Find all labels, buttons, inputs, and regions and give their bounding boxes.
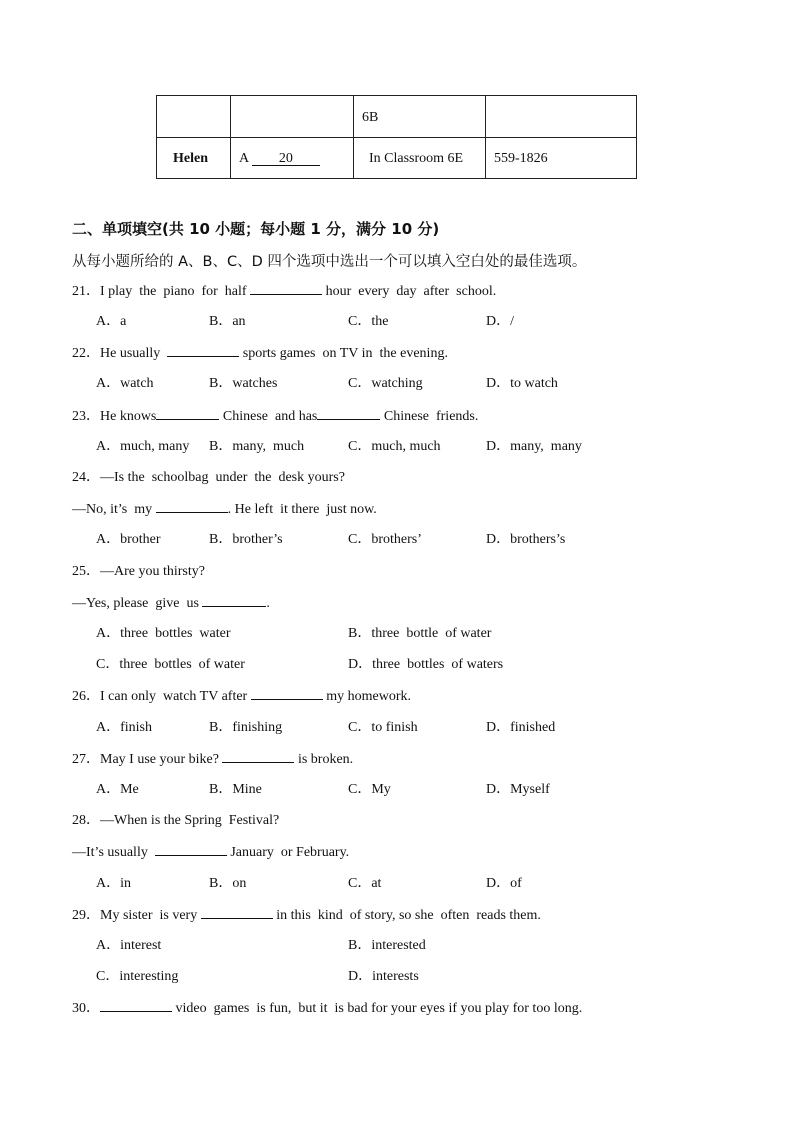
option-a[interactable]: A．brother <box>96 532 161 547</box>
filled-answer: 20 <box>278 151 293 166</box>
question-text: —It’s usually <box>72 845 155 860</box>
answer-blank <box>167 344 239 357</box>
option-b[interactable]: B．watches <box>209 376 278 391</box>
answer-blank <box>222 750 294 763</box>
table-col-divider <box>230 96 231 178</box>
table-col-divider <box>353 96 354 178</box>
option-c[interactable]: C．the <box>348 314 389 329</box>
option-a[interactable]: A．finish <box>96 720 152 735</box>
answer-blank <box>201 906 273 919</box>
option-b[interactable]: B．brother’s <box>209 532 283 547</box>
answer-blank <box>251 687 323 700</box>
question-text: January or February. <box>226 845 350 860</box>
question-number: 24． <box>72 470 100 485</box>
question-number: 27． <box>72 752 100 767</box>
option-a[interactable]: A．watch <box>96 376 154 391</box>
option-b[interactable]: B．finishing <box>209 720 283 735</box>
question-number: 29． <box>72 908 100 923</box>
option-b[interactable]: B．three bottle of water <box>348 626 492 641</box>
question-text: Chinese friends. <box>380 409 479 424</box>
table-cell-name: Helen <box>173 151 208 166</box>
question-24 <box>72 469 345 487</box>
question-text: —When is the Spring Festival? <box>100 813 280 828</box>
question-number: 25． <box>72 564 100 579</box>
question-number: 30． <box>72 1001 100 1016</box>
option-a[interactable]: A．interest <box>96 938 162 953</box>
option-d[interactable]: D．Myself <box>486 782 550 797</box>
question-text: in this kind of story, so she often reads them. <box>272 908 541 923</box>
question-number: 21． <box>72 284 100 299</box>
question-text: video games is fun, but it is bad for your eyes if you play for too long. <box>172 1001 583 1016</box>
question-text: I play the piano for half <box>100 284 251 299</box>
question-30 <box>72 999 582 1018</box>
info-table <box>156 95 637 179</box>
question-text: He usually <box>100 346 168 361</box>
option-a[interactable]: A．much, many <box>96 439 190 454</box>
question-text: Chinese and has <box>219 409 318 424</box>
question-text: May I use your bike? <box>100 752 223 767</box>
question-text: is broken. <box>294 752 354 767</box>
option-c[interactable]: C．interesting <box>96 969 179 984</box>
option-c[interactable]: C．three bottles of water <box>96 657 245 672</box>
option-a[interactable]: A．three bottles water <box>96 626 231 641</box>
question-text: my homework. <box>322 689 411 704</box>
question-number: 23． <box>72 409 100 424</box>
option-d[interactable]: D．interests <box>348 969 419 984</box>
question-21 <box>72 282 496 301</box>
question-24-line2 <box>72 500 377 519</box>
question-number: 28． <box>72 813 100 828</box>
question-29 <box>72 906 541 925</box>
option-a[interactable]: A．Me <box>96 782 139 797</box>
question-number: 26． <box>72 689 100 704</box>
option-a[interactable]: A．in <box>96 876 131 891</box>
question-number: 22． <box>72 346 100 361</box>
option-d[interactable]: D．finished <box>486 720 556 735</box>
answer-blank <box>252 151 320 166</box>
question-23 <box>72 407 478 426</box>
question-28 <box>72 812 279 830</box>
table-cell-letter: A <box>239 151 252 166</box>
question-text: —No, it’s my <box>72 502 156 517</box>
table-cell-answer <box>239 151 320 167</box>
option-c[interactable]: C．much, much <box>348 439 441 454</box>
table-cell-phone: 559-1826 <box>494 151 548 166</box>
question-text: He knows <box>100 409 157 424</box>
question-text: My sister is very <box>100 908 201 923</box>
option-d[interactable]: D．brothers’s <box>486 532 566 547</box>
section-title: 二、单项填空(共 10 小题；每小题 1 分，满分 10 分) <box>72 220 440 238</box>
option-d[interactable]: D．of <box>486 876 522 891</box>
question-22 <box>72 344 448 363</box>
option-c[interactable]: C．watching <box>348 376 423 391</box>
answer-blank <box>250 282 322 295</box>
answer-blank <box>156 500 228 513</box>
option-c[interactable]: C．at <box>348 876 382 891</box>
option-b[interactable]: B．on <box>209 876 247 891</box>
option-d[interactable]: D．many, many <box>486 439 582 454</box>
option-c[interactable]: C．to finish <box>348 720 418 735</box>
option-b[interactable]: B．interested <box>348 938 426 953</box>
question-text: —Are you thirsty? <box>100 564 205 579</box>
option-b[interactable]: B．an <box>209 314 246 329</box>
option-b[interactable]: B．Mine <box>209 782 262 797</box>
question-25-line2 <box>72 594 270 613</box>
answer-blank <box>155 843 227 856</box>
answer-blank <box>156 407 219 420</box>
question-text: —Is the schoolbag under the desk yours? <box>100 470 345 485</box>
question-text: I can only watch TV after <box>100 689 251 704</box>
table-cell-room: In Classroom 6E <box>369 151 464 166</box>
question-text: —Yes, please give us <box>72 596 203 611</box>
answer-blank <box>317 407 380 420</box>
answer-blank <box>100 999 172 1012</box>
option-c[interactable]: C．brothers’ <box>348 532 422 547</box>
section-instruction: 从每小题所给的 A、B、C、D 四个选项中选出一个可以填入空白处的最佳选项。 <box>72 254 587 270</box>
option-d[interactable]: D．three bottles of waters <box>348 657 504 672</box>
question-text: hour every day after school. <box>322 284 497 299</box>
question-text: sports games on TV in the evening. <box>239 346 448 361</box>
question-26 <box>72 687 411 706</box>
question-28-line2 <box>72 843 349 862</box>
table-row-divider <box>157 137 636 138</box>
question-27 <box>72 750 353 769</box>
question-text: . <box>266 596 270 611</box>
table-col-divider <box>485 96 486 178</box>
option-a[interactable]: A．a <box>96 314 127 329</box>
option-c[interactable]: C．My <box>348 782 391 797</box>
answer-blank <box>202 594 266 607</box>
table-cell: 6B <box>362 110 379 125</box>
question-text: . He left it there just now. <box>227 502 377 517</box>
option-d[interactable]: D．/ <box>486 314 514 329</box>
option-b[interactable]: B．many, much <box>209 439 305 454</box>
option-d[interactable]: D．to watch <box>486 376 558 391</box>
question-25 <box>72 563 205 581</box>
